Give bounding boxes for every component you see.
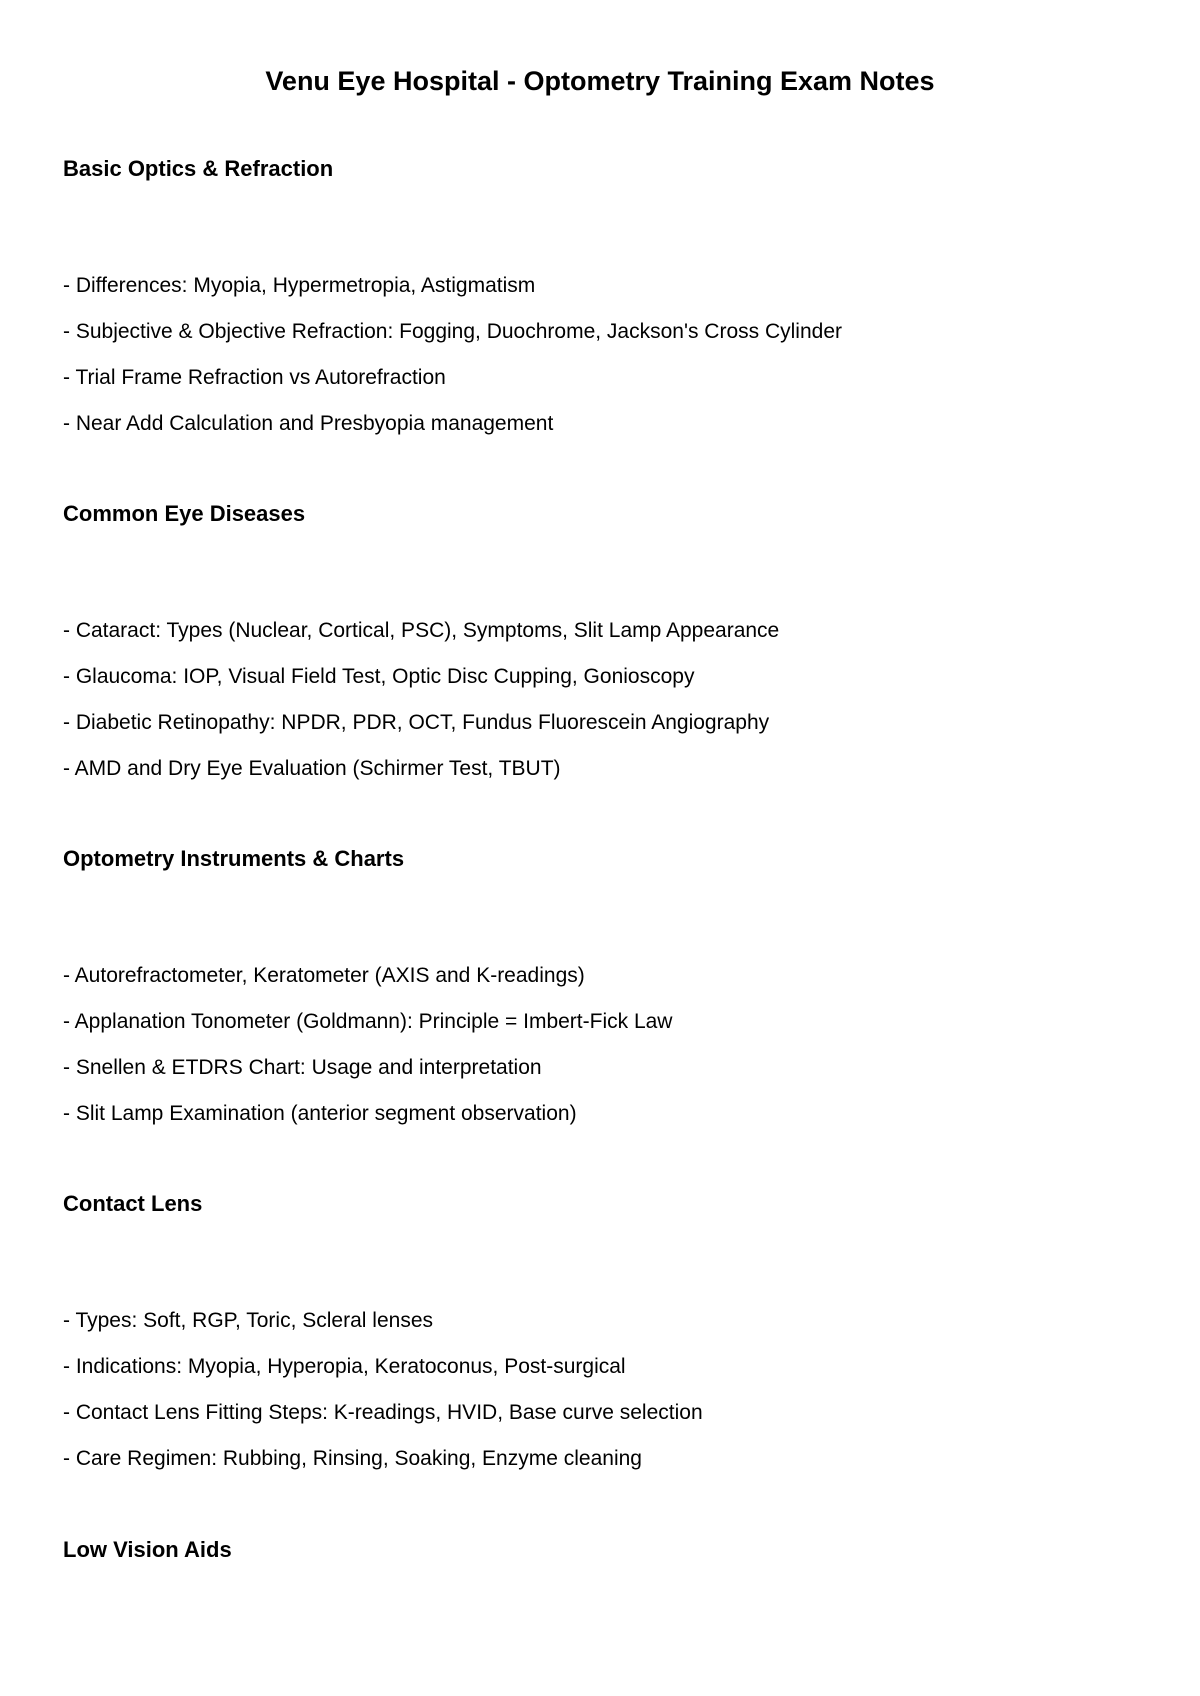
section-heading: Common Eye Diseases: [63, 501, 306, 526]
list-item: - Glaucoma: IOP, Visual Field Test, Optic Disc Cupping, Gonioscopy: [63, 665, 695, 688]
document-title: Venu Eye Hospital - Optometry Training Exam Notes: [265, 66, 935, 96]
section-heading: Contact Lens: [63, 1191, 203, 1216]
item-list: [63, 263, 842, 447]
section-optometry-instruments: [63, 845, 1143, 1125]
list-item: - Care Regimen: Rubbing, Rinsing, Soaking, Enzyme cleaning: [63, 1447, 642, 1470]
section-low-vision-aids: [63, 1536, 1143, 1564]
item-list: [63, 953, 672, 1137]
section-basic-optics: [63, 155, 1143, 435]
list-item: - Trial Frame Refraction vs Autorefraction: [63, 366, 446, 389]
list-item: - Subjective & Objective Refraction: Fogging, Duochrome, Jackson's Cross Cylinder: [63, 320, 842, 343]
list-item: - Indications: Myopia, Hyperopia, Keratoconus, Post-surgical: [63, 1355, 626, 1378]
section-heading: Basic Optics & Refraction: [63, 156, 334, 181]
list-item: - Contact Lens Fitting Steps: K-readings, HVID, Base curve selection: [63, 1401, 703, 1424]
list-item: - Cataract: Types (Nuclear, Cortical, PSC), Symptoms, Slit Lamp Appearance: [63, 619, 780, 642]
list-item: - Slit Lamp Examination (anterior segment observation): [63, 1102, 577, 1125]
list-item: - Diabetic Retinopathy: NPDR, PDR, OCT, Fundus Fluorescein Angiography: [63, 711, 770, 734]
section-contact-lens: [63, 1190, 1143, 1470]
section-common-eye-diseases: [63, 500, 1143, 780]
list-item: - Snellen & ETDRS Chart: Usage and interpretation: [63, 1056, 542, 1079]
section-heading: Low Vision Aids: [63, 1537, 232, 1562]
section-heading: Optometry Instruments & Charts: [63, 846, 405, 871]
list-item: - Types: Soft, RGP, Toric, Scleral lenses: [63, 1309, 433, 1332]
item-list: [63, 1298, 703, 1482]
item-list: [63, 608, 779, 792]
list-item: - AMD and Dry Eye Evaluation (Schirmer Test, TBUT): [63, 757, 561, 780]
list-item: - Near Add Calculation and Presbyopia management: [63, 412, 554, 435]
list-item: - Autorefractometer, Keratometer (AXIS and K-readings): [63, 964, 585, 987]
list-item: - Applanation Tonometer (Goldmann): Principle = Imbert-Fick Law: [63, 1010, 673, 1033]
list-item: - Differences: Myopia, Hypermetropia, Astigmatism: [63, 274, 536, 297]
